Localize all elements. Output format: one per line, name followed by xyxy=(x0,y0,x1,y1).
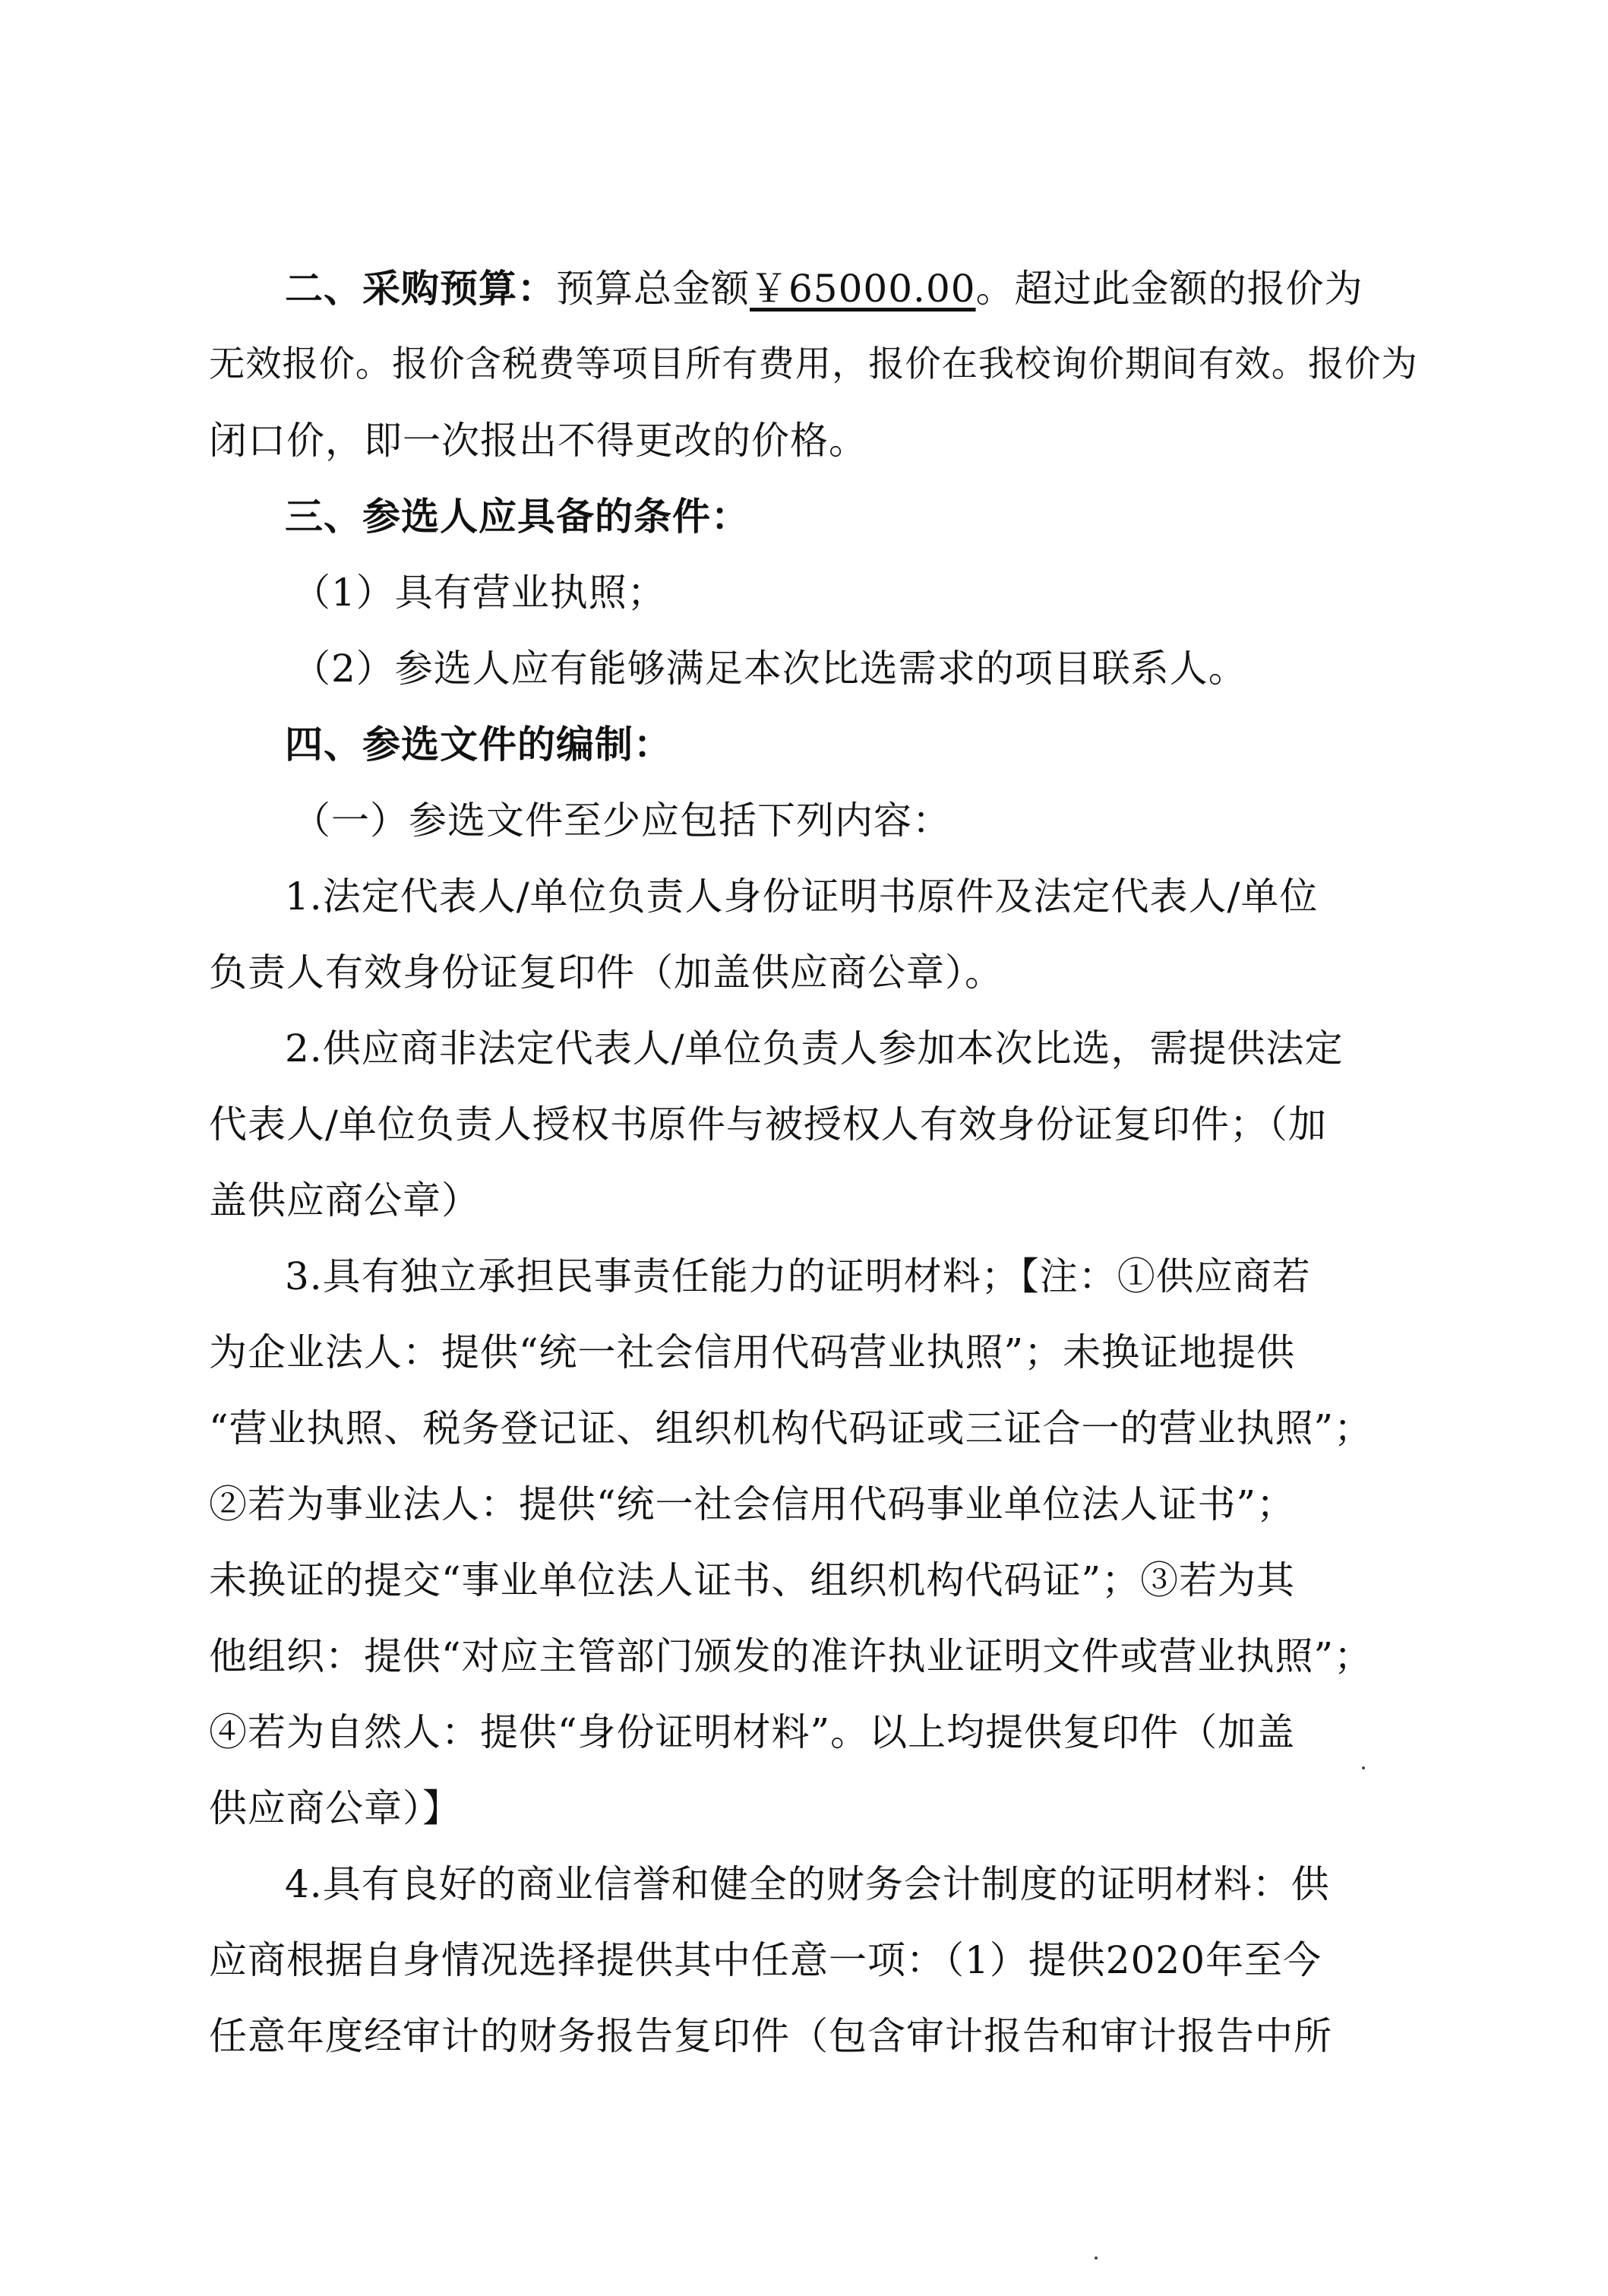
section4-item2-line2: 代表人/单位负责人授权书原件与被授权人有效身份证复印件；（加 xyxy=(209,1102,1327,1146)
section4-item3-line2: 为企业法人：提供“统一社会信用代码营业执照”；未换证地提供 xyxy=(209,1330,1296,1374)
section4-item2-line1: 2.供应商非法定代表人/单位负责人参加本次比选，需提供法定 xyxy=(285,1026,1344,1071)
section3-item-2: （2）参选人应有能够满足本次比选需求的项目联系人。 xyxy=(292,647,1247,691)
section4-item3-line8: 供应商公章）】 xyxy=(209,1786,461,1830)
section4-item4-line2: 应商根据自身情况选择提供其中任意一项：（1）提供2020年至今 xyxy=(209,1938,1322,1982)
section2-paragraph xyxy=(209,251,1417,327)
section3-item-1: （1）具有营业执照； xyxy=(292,571,666,615)
scan-speck xyxy=(1095,2256,1098,2260)
document-body xyxy=(209,251,1417,2074)
section4-item3-line5: 未换证的提交“事业单位法人证书、组织机构代码证”；③若为其 xyxy=(209,1558,1296,1602)
section4-item3-line6: 他组织：提供“对应主管部门颁发的准许执业证明文件或营业执照”； xyxy=(209,1634,1373,1678)
section4-item1-line2: 负责人有效身份证复印件（加盖供应商公章）。 xyxy=(209,950,1003,995)
section4-item3-line3: “营业执照、税务登记证、组织机构代码证或三证合一的营业执照”； xyxy=(209,1406,1373,1450)
scan-speck xyxy=(1362,1766,1365,1769)
section2-text-before-amount: 预算总金额 xyxy=(556,267,750,311)
section4-item1-line1: 1.法定代表人/单位负责人身份证明书原件及法定代表人/单位 xyxy=(285,874,1319,919)
section2-heading: 二、采购预算： xyxy=(285,266,556,311)
section2-text-after-amount: 。超过此金额的报价为 xyxy=(975,267,1363,311)
section4-item4-line3: 任意年度经审计的财务报告复印件（包含审计报告和审计报告中所 xyxy=(209,2014,1332,2058)
budget-amount: ￥65000.00 xyxy=(750,267,976,311)
section4-item4-line1: 4.具有良好的商业信誉和健全的财务会计制度的证明材料：供 xyxy=(285,1862,1330,1906)
section4-sub-heading: （一）参选文件至少应包括下列内容： xyxy=(292,799,951,843)
section4-item3-line1: 3.具有独立承担民事责任能力的证明材料；【注：①供应商若 xyxy=(285,1254,1311,1298)
section2-line3: 闭口价，即一次报出不得更改的价格。 xyxy=(209,419,867,463)
section4-item2-line3: 盖供应商公章） xyxy=(209,1178,480,1222)
section4-item3-line4: ②若为事业法人：提供“统一社会信用代码事业单位法人证书”； xyxy=(209,1482,1296,1526)
section4-heading: 四、参选文件的编制： xyxy=(285,722,672,767)
section4-item3-line7: ④若为自然人：提供“身份证明材料”。以上均提供复印件（加盖 xyxy=(209,1710,1296,1754)
section3-heading: 三、参选人应具备的条件： xyxy=(285,494,750,539)
section2-line2: 无效报价。报价含税费等项目所有费用，报价在我校询价期间有效。报价为 xyxy=(209,343,1418,385)
